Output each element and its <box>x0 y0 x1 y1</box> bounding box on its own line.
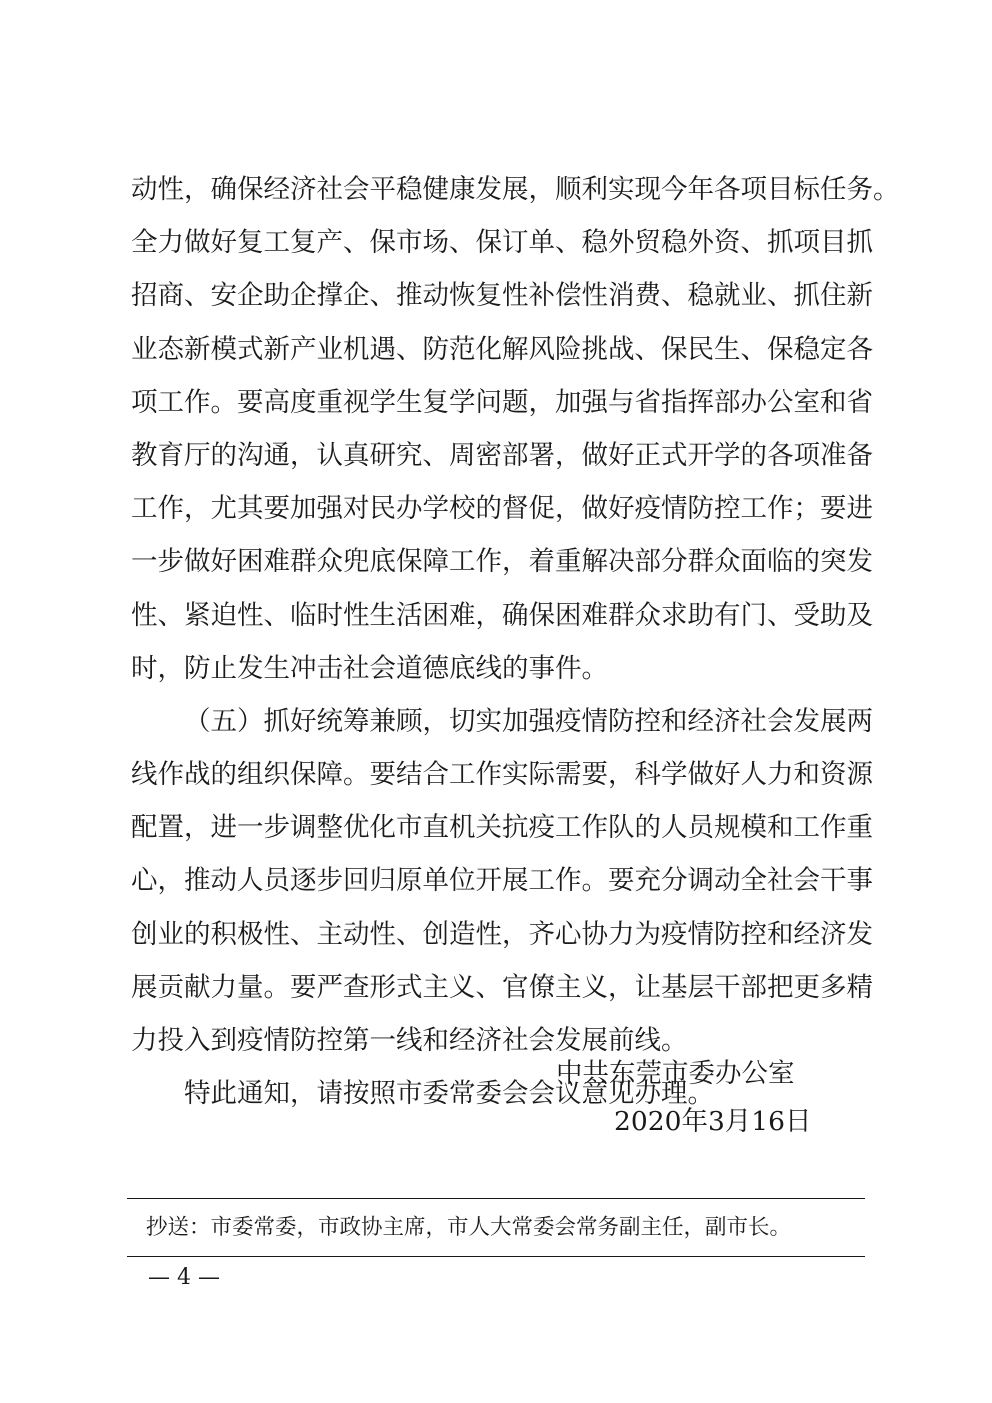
body-text <box>131 163 900 1120</box>
cc-recipients: 抄送：市委常委，市政协主席，市人大常委会常务副主任，副市长。 <box>146 1215 792 1240</box>
signature-organization: 中共东莞市委办公室 <box>556 1058 795 1089</box>
body-line-17: 力投入到疫情防控第一线和经济社会发展前线。 <box>131 1025 688 1056</box>
closing-line: 特此通知，请按照市委常委会会议意见办理。 <box>184 1078 714 1110</box>
body-line-12: 线作战的组织保障。要结合工作实际需要，科学做好人力和资源 <box>131 759 873 791</box>
body-line-3: 招商、安企助企撑企、推动恢复性补偿性消费、稳就业、抓住新 <box>131 280 873 312</box>
page-number: — 4 — <box>148 1265 220 1290</box>
cc-bottom-rule <box>127 1256 865 1257</box>
body-line-5: 项工作。要高度重视学生复学问题，加强与省指挥部办公室和省 <box>131 386 873 418</box>
body-line-14: 心，推动人员逐步回归原单位开展工作。要充分调动全社会干事 <box>131 865 873 897</box>
body-line-1: 动性，确保经济社会平稳健康发展，顺利实现今年各项目标任务。 <box>131 174 900 205</box>
body-line-9: 性、紧迫性、临时性生活困难，确保困难群众求助有门、受助及 <box>131 599 873 631</box>
body-line-11: （五）抓好统筹兼顾，切实加强疫情防控和经济社会发展两 <box>184 705 873 737</box>
body-line-16: 展贡献力量。要严查形式主义、官僚主义，让基层干部把更多精 <box>131 971 873 1003</box>
cc-top-rule <box>127 1198 865 1199</box>
body-line-13: 配置，进一步调整优化市直机关抗疫工作队的人员规模和工作重 <box>131 812 873 844</box>
body-line-10: 时，防止发生冲击社会道德底线的事件。 <box>131 652 608 684</box>
body-line-8: 一步做好困难群众兜底保障工作，着重解决部分群众面临的突发 <box>131 546 873 578</box>
signature-date: 2020年3月16日 <box>614 1106 812 1137</box>
body-line-7: 工作，尤其要加强对民办学校的督促，做好疫情防控工作；要进 <box>131 493 873 525</box>
body-line-15: 创业的积极性、主动性、创造性，齐心协力为疫情防控和经济发 <box>131 918 873 950</box>
body-line-4: 业态新模式新产业机遇、防范化解风险挑战、保民生、保稳定各 <box>131 333 873 365</box>
body-line-6: 教育厅的沟通，认真研究、周密部署，做好正式开学的各项准备 <box>131 439 873 471</box>
body-line-2: 全力做好复工复产、保市场、保订单、稳外贸稳外资、抓项目抓 <box>131 227 873 259</box>
